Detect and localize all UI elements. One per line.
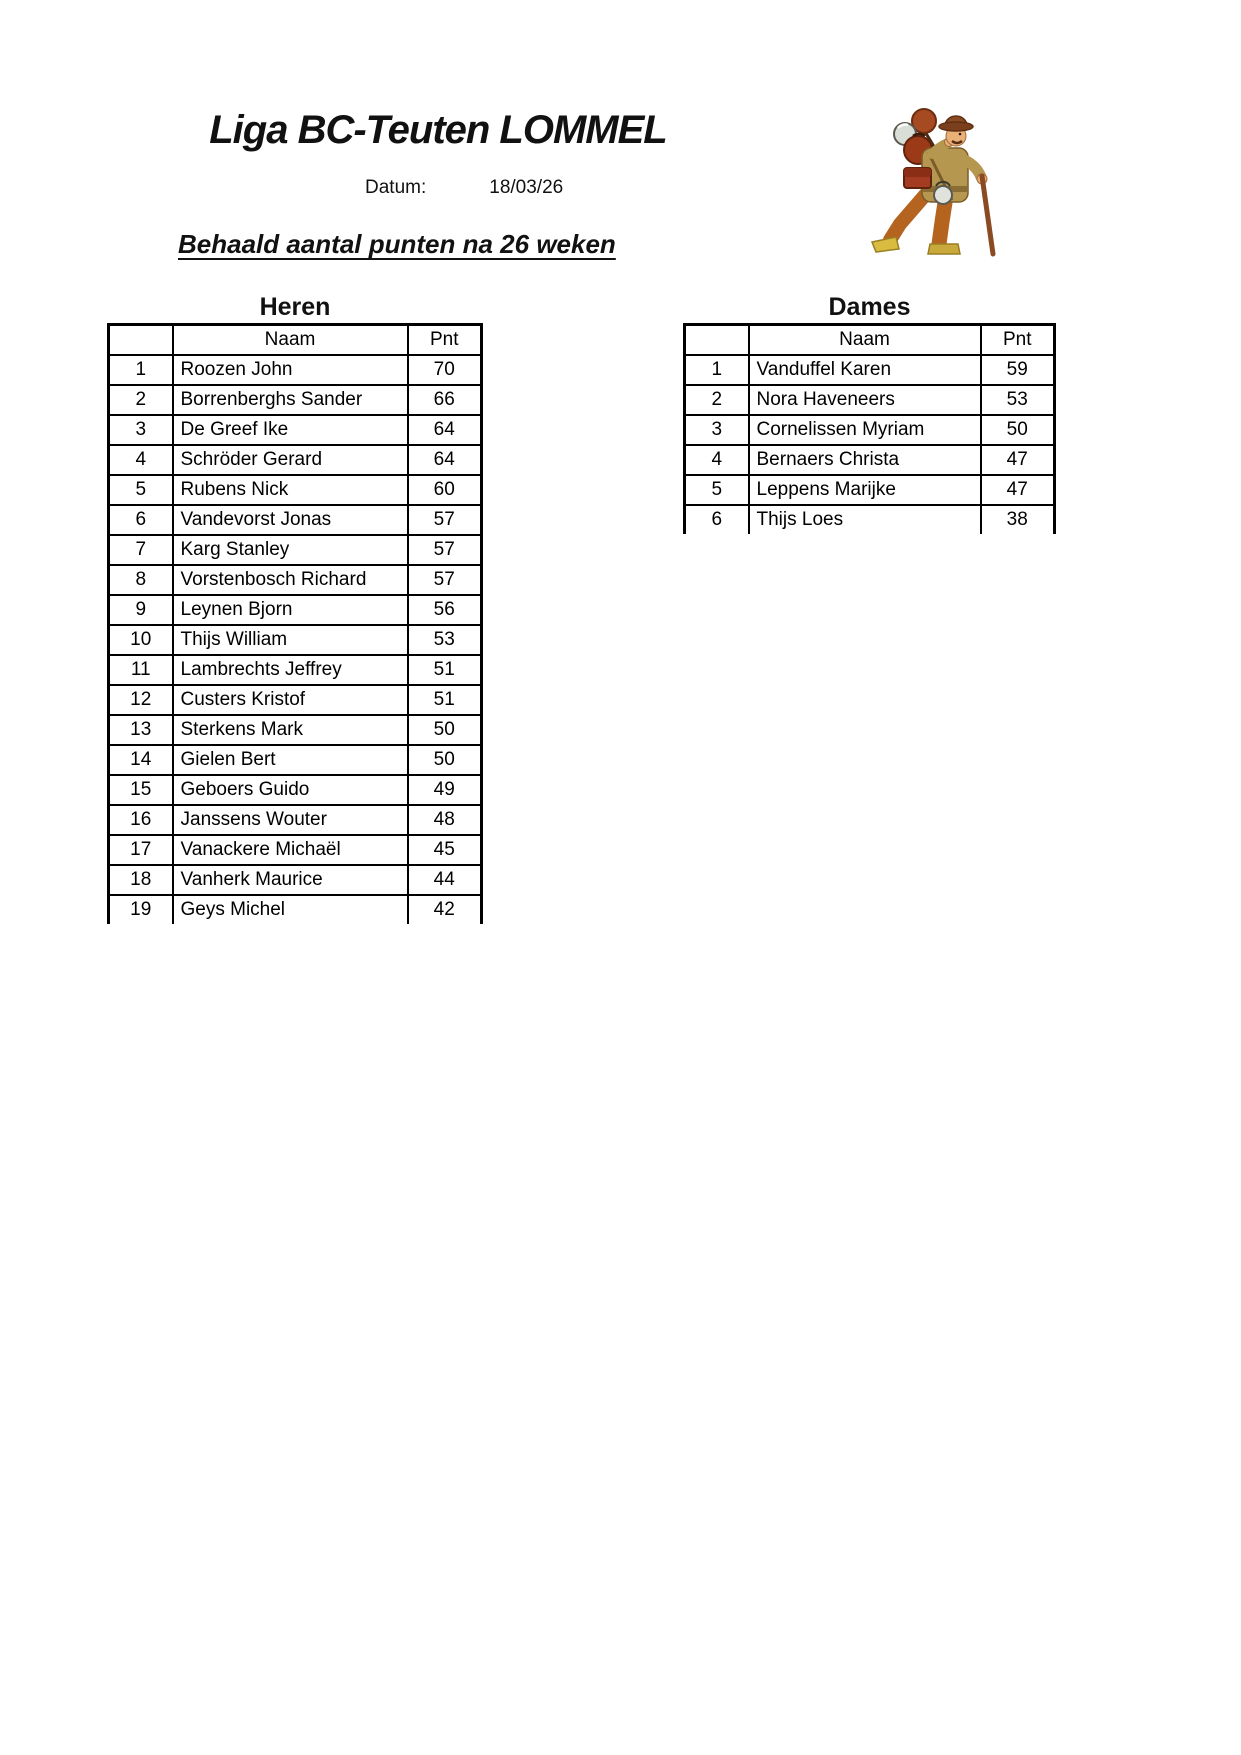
table-row (109, 565, 482, 595)
table-row (109, 805, 482, 835)
header-row (685, 325, 1055, 356)
datum-row (365, 177, 685, 199)
points-header: Pnt (981, 325, 1055, 356)
datum-label: Datum: (365, 177, 427, 198)
rank-cell: 4 (685, 445, 749, 475)
table-row (109, 475, 482, 505)
points-cell: 57 (408, 565, 482, 595)
rank-cell: 9 (109, 595, 173, 625)
subtitle: Behaald aantal punten na 26 weken (178, 229, 616, 259)
rank-cell: 2 (109, 385, 173, 415)
name-cell: Lambrechts Jeffrey (173, 655, 408, 685)
points-cell: 57 (408, 505, 482, 535)
name-cell: Sterkens Mark (173, 715, 408, 745)
name-cell: Cornelissen Myriam (749, 415, 981, 445)
rank-cell: 6 (685, 505, 749, 534)
name-cell: Custers Kristof (173, 685, 408, 715)
rank-cell: 6 (109, 505, 173, 535)
teuten-peddler-illustration (866, 92, 1018, 262)
table-row (109, 685, 482, 715)
header-row (109, 325, 482, 356)
name-cell: Leynen Bjorn (173, 595, 408, 625)
points-cell: 64 (408, 415, 482, 445)
table-row (109, 835, 482, 865)
name-cell: Vanherk Maurice (173, 865, 408, 895)
table-row (685, 445, 1055, 475)
name-cell: Roozen John (173, 355, 408, 385)
peddler-rear-leg (872, 194, 926, 252)
table-row (109, 415, 482, 445)
points-cell: 56 (408, 595, 482, 625)
table-row (109, 655, 482, 685)
rank-cell: 19 (109, 895, 173, 924)
rank-cell: 14 (109, 745, 173, 775)
dames-table-title: Dames (828, 293, 911, 321)
rank-cell: 3 (685, 415, 749, 445)
heren-table (107, 323, 483, 924)
rank-header (685, 325, 749, 356)
points-cell: 47 (981, 445, 1055, 475)
datum-value: 18/03/26 (489, 177, 564, 198)
points-cell: 44 (408, 865, 482, 895)
points-cell: 38 (981, 505, 1055, 534)
points-cell: 50 (981, 415, 1055, 445)
rank-cell: 12 (109, 685, 173, 715)
table-row (109, 715, 482, 745)
table-row (109, 865, 482, 895)
name-cell: Vanduffel Karen (749, 355, 981, 385)
rank-cell: 18 (109, 865, 173, 895)
name-cell: Thijs Loes (749, 505, 981, 534)
rank-cell: 7 (109, 535, 173, 565)
rank-cell: 11 (109, 655, 173, 685)
table-row (109, 895, 482, 924)
name-cell: Gielen Bert (173, 745, 408, 775)
name-header: Naam (173, 325, 408, 356)
points-cell: 42 (408, 895, 482, 924)
rank-cell: 10 (109, 625, 173, 655)
table-row (109, 595, 482, 625)
rank-cell: 1 (109, 355, 173, 385)
name-header: Naam (749, 325, 981, 356)
points-cell: 51 (408, 655, 482, 685)
name-cell: Janssens Wouter (173, 805, 408, 835)
name-cell: Borrenberghs Sander (173, 385, 408, 415)
table-row (109, 355, 482, 385)
table-row (685, 355, 1055, 385)
rank-cell: 16 (109, 805, 173, 835)
rank-cell: 17 (109, 835, 173, 865)
hanging-kettle (934, 182, 952, 204)
table-row (109, 385, 482, 415)
rank-cell: 13 (109, 715, 173, 745)
heren-table-title: Heren (259, 293, 331, 321)
table-row (109, 745, 482, 775)
heren-section (107, 294, 483, 924)
rank-header (109, 325, 173, 356)
document-title: Liga BC-Teuten LOMMEL (209, 108, 667, 152)
rank-cell: 5 (685, 475, 749, 505)
name-cell: Schröder Gerard (173, 445, 408, 475)
satchel-bag (904, 168, 931, 188)
points-cell: 60 (408, 475, 482, 505)
rank-cell: 8 (109, 565, 173, 595)
rank-cell: 15 (109, 775, 173, 805)
name-cell: Geboers Guido (173, 775, 408, 805)
table-row (109, 535, 482, 565)
points-cell: 48 (408, 805, 482, 835)
walking-stick (982, 176, 993, 254)
points-header: Pnt (408, 325, 482, 356)
name-cell: Thijs William (173, 625, 408, 655)
table-row (685, 415, 1055, 445)
table-row (685, 385, 1055, 415)
table-row (109, 445, 482, 475)
points-cell: 57 (408, 535, 482, 565)
points-cell: 59 (981, 355, 1055, 385)
name-cell: Vorstenbosch Richard (173, 565, 408, 595)
points-cell: 47 (981, 475, 1055, 505)
name-cell: Leppens Marijke (749, 475, 981, 505)
table-row (685, 475, 1055, 505)
name-cell: Nora Haveneers (749, 385, 981, 415)
rank-cell: 5 (109, 475, 173, 505)
rank-cell: 3 (109, 415, 173, 445)
points-cell: 66 (408, 385, 482, 415)
name-cell: De Greef Ike (173, 415, 408, 445)
rank-cell: 1 (685, 355, 749, 385)
name-cell: Vandevorst Jonas (173, 505, 408, 535)
rank-cell: 4 (109, 445, 173, 475)
table-row (685, 505, 1055, 534)
rank-cell: 2 (685, 385, 749, 415)
name-cell: Rubens Nick (173, 475, 408, 505)
points-cell: 70 (408, 355, 482, 385)
points-cell: 50 (408, 745, 482, 775)
points-cell: 50 (408, 715, 482, 745)
table-row (109, 775, 482, 805)
points-cell: 64 (408, 445, 482, 475)
name-cell: Vanackere Michaël (173, 835, 408, 865)
name-cell: Geys Michel (173, 895, 408, 924)
name-cell: Karg Stanley (173, 535, 408, 565)
points-cell: 49 (408, 775, 482, 805)
dames-table (683, 323, 1056, 534)
points-cell: 51 (408, 685, 482, 715)
table-row (109, 505, 482, 535)
peddler-hat (939, 116, 973, 131)
table-row (109, 625, 482, 655)
points-cell: 45 (408, 835, 482, 865)
name-cell: Bernaers Christa (749, 445, 981, 475)
dames-section (683, 294, 1056, 534)
points-cell: 53 (408, 625, 482, 655)
points-cell: 53 (981, 385, 1055, 415)
